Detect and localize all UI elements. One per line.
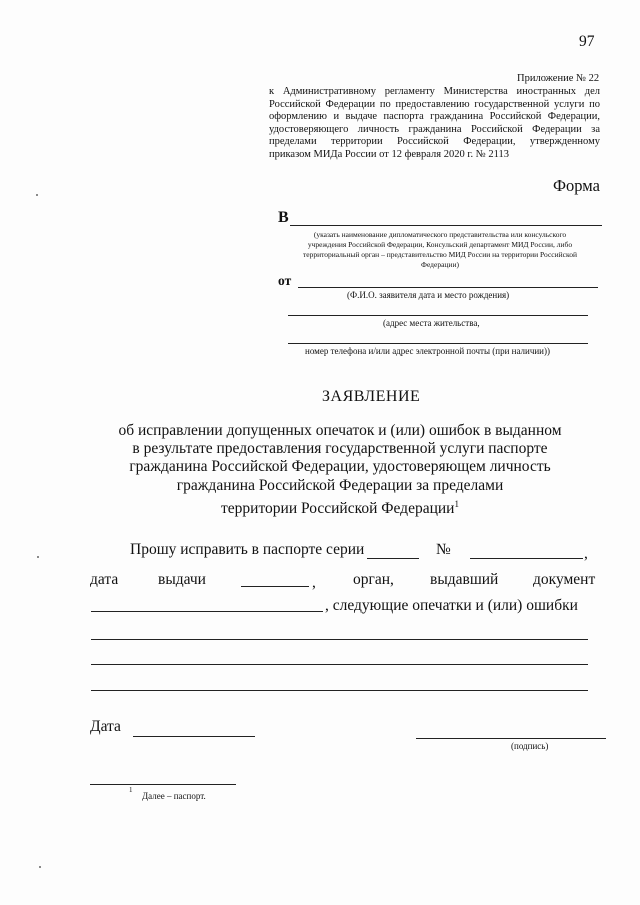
authority-label: орган, [353,571,394,588]
sender-name-field[interactable] [298,287,598,288]
errors-field-line-3[interactable] [91,690,588,691]
issue-label: выдачи [158,571,206,588]
annex-label: Приложение № 22 [517,73,600,84]
errors-field-line-2[interactable] [91,664,588,665]
row2-comma: , [312,574,316,591]
date-field[interactable] [133,736,255,737]
footnote-text: Далее – паспорт. [142,791,206,801]
annex-line: Российской Федерации по предоставлению государственной услуги по [269,98,600,110]
number-sign: № [436,541,451,558]
subtitle-line [40,495,640,518]
subtitle-line: в результате предоставления государственной услуги паспорте [132,440,548,458]
document-title: ЗАЯВЛЕНИЕ [322,388,421,405]
issued-label: выдавший [430,571,499,588]
signature-field[interactable] [416,738,606,739]
annex-line: к Административному регламенту Министерства иностранных дел [269,86,600,97]
annex-line: пределами территории Российской Федерации, утвержденному [269,136,600,147]
passport-series-field[interactable] [367,558,419,559]
addressee-field[interactable] [290,225,602,226]
annex-text [269,86,600,161]
annex-line: приказом МИДа России от 12 февраля 2020 г. № 2113 [269,148,509,160]
scan-speck [37,556,39,558]
annex-line: удостоверяющего личность гражданина Российской Федерации за [269,123,600,135]
row1-comma: , [584,545,588,562]
scan-speck [39,866,41,868]
addressee-hint [282,230,598,270]
subtitle-line: об исправлении допущенных опечаток и (или) ошибок в выданном [118,422,562,439]
scan-speck [36,194,38,196]
subtitle-line: гражданина Российской Федерации за пределами [176,476,504,494]
issue-date-label: дата [90,571,119,588]
issue-date-field[interactable] [241,586,309,587]
footnote-mark: 1 [129,786,133,794]
sender-name-hint: (Ф.И.О. заявителя дата и место рождения) [347,290,510,300]
addressee-hint-line: Федерации) [421,260,459,269]
form-label: Форма [553,176,600,195]
addressee-prefix: В [278,209,289,226]
issuing-authority-field[interactable] [91,611,323,612]
subtitle-line: гражданина Российской Федерации, удостоверяющем личность [129,458,551,476]
subtitle-footnote-mark: 1 [454,498,459,509]
errors-text: , следующие опечатки и (или) ошибки [325,597,578,614]
subtitle-line-text: территории Российской Федерации [221,499,455,517]
date-label: Дата [90,718,121,735]
footnote-separator [90,784,236,785]
document-label: документ [533,571,596,588]
sender-address-hint: (адрес места жительства, [383,318,480,328]
sender-address-field[interactable] [288,315,588,316]
sender-contact-hint: номер телефона и/или адрес электронной почты (при наличии)) [305,346,550,356]
request-text: Прошу исправить в паспорте серии [130,541,365,558]
page-number: 97 [579,33,595,50]
sender-prefix: от [278,273,292,288]
annex-line: оформлению и выдаче паспорта гражданина Российской Федерации, [269,111,600,122]
addressee-hint-line: учреждения Российской Федерации, Консульский департамент МИД России, либо [307,240,573,249]
sender-contact-field[interactable] [288,343,588,344]
signature-hint: (подпись) [511,741,549,751]
passport-number-field[interactable] [470,558,583,559]
addressee-hint-line: (указать наименование дипломатического представительства или консульского [313,230,567,239]
document-subtitle [40,422,640,518]
addressee-hint-line: территориальный орган – представительство МИД России на территории Российской [302,250,578,259]
errors-field-line-1[interactable] [91,639,588,640]
